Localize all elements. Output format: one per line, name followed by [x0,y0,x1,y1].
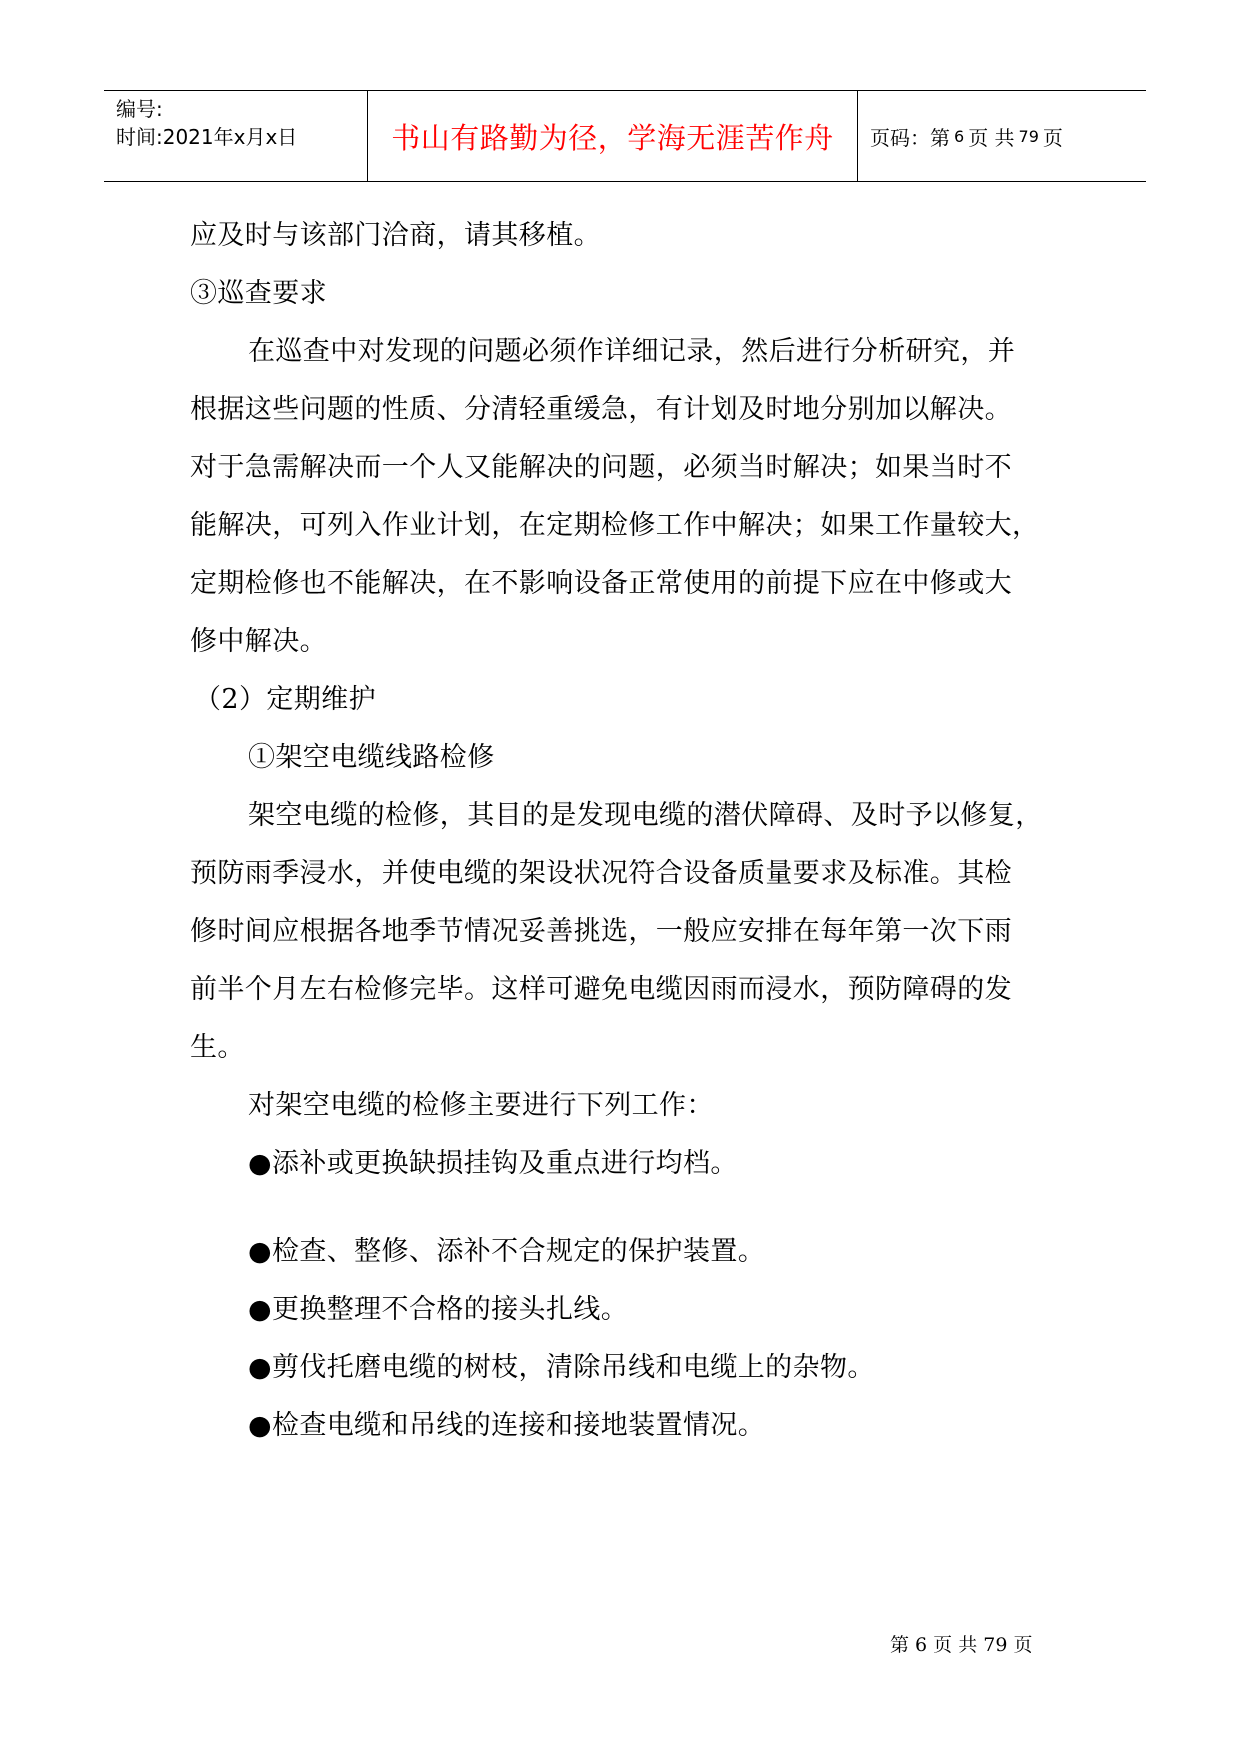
page-mid: 页 共 [968,125,1015,150]
bullet-item: ●添补或更换缺损挂钩及重点进行均档。 [248,1148,738,1179]
bullet-item: ●检查电缆和吊线的连接和接地装置情况。 [248,1410,766,1441]
header-info-cell [104,91,368,181]
paragraph-line: 根据这些问题的性质、分清轻重缓急，有计划及时地分别加以解决。 [190,394,1012,425]
subsection-heading: ①架空电缆线路检修 [248,742,495,773]
date-label: 时间:2021年x月x日 [116,125,298,149]
section-heading: （2）定期维护 [194,684,376,715]
paragraph-line: 架空电缆的检修，其目的是发现电缆的潜伏障碍、及时予以修复， [248,800,1043,831]
motto-text: 书山有路勤为径，学海无涯苦作舟 [391,120,834,155]
bullet-item: ●更换整理不合格的接头扎线。 [248,1294,629,1325]
page-footer: 第 6 页 共 79 页 [890,1634,1033,1656]
paragraph-line: 生。 [190,1032,245,1063]
paragraph-line: 修时间应根据各地季节情况妥善挑选，一般应安排在每年第一次下雨 [190,916,1012,947]
page-header [104,90,1146,182]
header-motto-cell [368,91,858,181]
paragraph-line: 修中解决。 [190,626,327,657]
page-prefix: 页码：第 [870,125,950,150]
page-suffix: 页 [1042,125,1063,150]
page-total: 79 [1018,126,1039,146]
bullet-item: ●检查、整修、添补不合规定的保护装置。 [248,1236,766,1267]
section-heading: ③巡查要求 [190,278,327,309]
paragraph-line: 预防雨季浸水，并使电缆的架设状况符合设备质量要求及标准。其检 [190,858,1012,889]
paragraph-line: 对于急需解决而一个人又能解决的问题，必须当时解决；如果当时不 [190,452,1012,483]
paragraph-line: 应及时与该部门洽商，请其移植。 [190,220,601,251]
paragraph-line: 能解决，可列入作业计划，在定期检修工作中解决；如果工作量较大， [190,510,1040,541]
paragraph-line: 对架空电缆的检修主要进行下列工作： [248,1090,714,1121]
paragraph-line: 定期检修也不能解决，在不影响设备正常使用的前提下应在中修或大 [190,568,1012,599]
bullet-item: ●剪伐托磨电缆的树枝，清除吊线和电缆上的杂物。 [248,1352,875,1383]
header-page-cell [858,91,1146,181]
paragraph-line: 在巡查中对发现的问题必须作详细记录，然后进行分析研究，并 [248,336,1016,367]
page-current: 6 [954,126,965,146]
paragraph-line: 前半个月左右检修完毕。这样可避免电缆因雨而浸水，预防障碍的发 [190,974,1012,1005]
serial-number-label: 编号: [116,97,163,121]
